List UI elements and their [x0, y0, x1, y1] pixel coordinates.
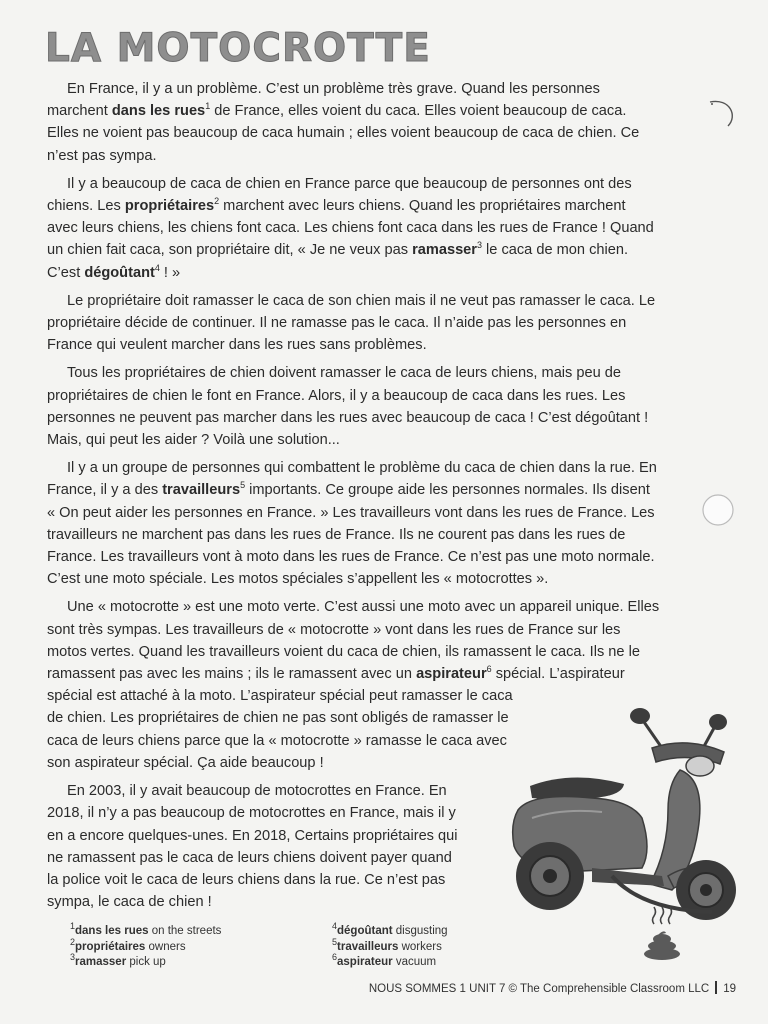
footnote-term: propriétaires [75, 940, 146, 953]
paragraph [47, 362, 707, 451]
text-line [47, 100, 707, 122]
footnote-ref: 4 [154, 262, 160, 273]
footnote-ref: 3 [476, 240, 482, 251]
text-run: n’est pas sympa. [47, 147, 157, 164]
text-run: Mais, qui peut les aider ? Voilà une solution... [47, 432, 340, 449]
footnote-number: 1 [70, 921, 76, 932]
footnote-number: 5 [332, 936, 338, 947]
text-line [47, 407, 707, 429]
text-run: France qui veulent marcher dans les rues sans problèmes. [47, 337, 427, 354]
footnote-gloss: owners [145, 940, 186, 953]
footnote-term: dans les rues [75, 925, 149, 937]
text-line [47, 641, 707, 663]
text-run: un chien fait caca, son propriétaire dit, « Je ne veux pas [47, 242, 413, 259]
text-line [47, 145, 707, 167]
footnote-gloss: workers [398, 940, 442, 953]
text-run: de France, elles voient du caca. Elles voient beaucoup de caca. [210, 103, 627, 120]
text-run: En 2003, il y avait beaucoup de motocrottes en France. En [67, 783, 447, 800]
text-run: propriétaire décide de continuer. Il ne ramasse pas le caca. Il n’aide pas les personnes en [47, 315, 627, 332]
vocab-term: propriétaires [124, 198, 215, 215]
text-run: France. Les travailleurs vont à moto dans les rues de France. Ce n’est pas une moto normale. [47, 549, 655, 566]
text-run: Il y a un groupe de personnes qui combattent le problème du caca de chien dans la rue. En [67, 460, 657, 477]
text-run: sont très sympas. Les travailleurs de « motocrotte » vont dans les rues de France sur les [47, 621, 621, 638]
text-line [47, 195, 707, 217]
text-line [47, 568, 707, 590]
text-line [47, 429, 707, 451]
text-line [47, 502, 707, 524]
text-run: Le propriétaire doit ramasser le caca de son chien mais il ne veut pas ramasser le caca. Le [67, 292, 656, 309]
text-run: spécial est attaché à la moto. L’aspirateur spécial peut ramasser le caca [47, 688, 513, 705]
text-run: le caca de mon chien. [482, 242, 629, 259]
paragraph [47, 290, 707, 357]
text-line [47, 362, 707, 384]
punch-hole-icon [702, 490, 742, 530]
paragraph [47, 78, 707, 167]
text-line [47, 262, 707, 284]
text-run: motos vertes. Quand les travailleurs voient du caca de chien, ils ramassent le caca. Ils ne le [47, 643, 640, 660]
footnote [332, 921, 448, 940]
text-run: travailleurs ne marchent pas dans les rues de France. Ils ne courent pas dans les rues de [47, 526, 626, 543]
footnote-term: travailleurs [337, 940, 399, 953]
text-line [47, 78, 707, 100]
text-run: Tous les propriétaires de chien doivent ramasser le caca de leurs chiens, mais peu de [67, 365, 622, 382]
text-line [47, 619, 707, 641]
text-line [47, 173, 707, 195]
footnotes-right [332, 921, 448, 971]
text-run: en a encore quelques-unes. En 2018, Certains propriétaires qui [47, 827, 458, 844]
footnote-gloss: on the streets [148, 925, 222, 937]
footnote-number: 3 [70, 952, 76, 963]
footer-divider [715, 981, 717, 994]
footnote [332, 936, 448, 956]
text-line [47, 334, 707, 356]
text-run: son aspirateur spécial. Ça aide beaucoup ! [47, 754, 324, 771]
text-line [47, 663, 707, 685]
text-line [47, 524, 707, 546]
text-line [47, 385, 707, 407]
text-run: « On peut aider les personnes en France. » Les travailleurs vont dans les rues de France. Les [47, 504, 655, 521]
footnote-ref: 5 [240, 480, 246, 491]
text-run: France, il y a des [47, 482, 163, 499]
footnote [70, 952, 221, 971]
text-run: sympa, le caca de chien ! [47, 894, 212, 911]
footnote-ref: 6 [486, 664, 492, 675]
scooter-illustration [492, 700, 757, 925]
punch-hole-icon [700, 96, 740, 130]
text-line [47, 479, 707, 501]
text-run: avec leurs chiens, les chiens font caca. Les chiens font caca dans les rues de France ! Quand [47, 220, 654, 237]
vocab-term: dégoûtant [84, 264, 155, 281]
text-line [47, 239, 707, 261]
text-run: 2018, il n’y a pas beaucoup de motocrottes en France, mais il y [47, 805, 456, 822]
footnote-term: aspirateur [337, 956, 393, 968]
text-run: la police voit le caca de leurs chiens dans la rue. Ce n’est pas [47, 871, 446, 888]
text-line [47, 290, 707, 312]
vocab-term: dans les rues [111, 103, 206, 120]
page-footer [369, 981, 736, 995]
text-line [47, 122, 707, 144]
text-run: Une « motocrotte » est une moto verte. C’est aussi une moto avec un appareil unique. Elles [67, 599, 660, 616]
text-run: caca de leurs chiens parce que la « motocrotte » ramasse le caca avec [47, 732, 507, 749]
text-run: de chien. Les propriétaires de chien ne pas sont obligés de ramasser le [47, 710, 509, 727]
footnote-ref: 2 [214, 196, 220, 207]
footnote-ref: 1 [205, 101, 211, 112]
text-line [47, 312, 707, 334]
footnote [332, 952, 448, 971]
footnote-term: dégoûtant [337, 925, 393, 937]
text-run: spécial. L’aspirateur [491, 666, 625, 683]
paragraph [47, 457, 707, 590]
footnote-gloss: vacuum [392, 956, 437, 968]
text-run: En France, il y a un problème. C’est un problème très grave. Quand les personnes [67, 81, 600, 97]
text-run: Elles ne voient pas beaucoup de caca humain ; elles voient beaucoup de caca de chien. Ce [47, 125, 640, 142]
footnote-gloss: disgusting [392, 925, 448, 937]
vocab-term: travailleurs [162, 482, 241, 499]
footnotes-left [70, 921, 222, 971]
text-line [47, 596, 707, 618]
footnote [70, 921, 222, 940]
page-title: LA MOTOCROTTE [45, 26, 431, 71]
text-line [47, 546, 707, 568]
text-run: ne ramassent pas le caca de leurs chiens doivent payer quand [47, 849, 452, 866]
text-run: marchent avec leurs chiens. Quand les propriétaires marchent [219, 198, 626, 215]
text-run: Il y a beaucoup de caca de chien en France parce que beaucoup de personnes ont des [67, 175, 632, 192]
footnote-number: 2 [70, 936, 76, 947]
page-number: 19 [723, 983, 736, 995]
text-run: chiens. Les [47, 198, 125, 215]
text-run: importants. Ce groupe aide les personnes normales. Ils disent [245, 482, 650, 499]
footnote-term: ramasser [75, 956, 127, 968]
text-run: ! » [159, 264, 181, 281]
text-line [47, 217, 707, 239]
vocab-term: aspirateur [416, 666, 487, 683]
footnote-number: 6 [332, 952, 338, 963]
text-run: ramassent pas avec les mains ; ils le ramassent avec un [47, 666, 417, 683]
text-line [47, 457, 707, 479]
footnote-number: 4 [332, 921, 338, 932]
footer-credit: NOUS SOMMES 1 UNIT 7 © The Comprehensible Classroom LLC [368, 983, 710, 995]
vocab-term: ramasser [412, 242, 477, 259]
text-run: propriétaires de chien le font en France. Alors, il y a beaucoup de caca dans les rues. Les [47, 387, 626, 404]
footnote [70, 936, 221, 956]
text-run: personnes ne peuvent pas marcher dans les rues avec beaucoup de caca ! C’est dégoûtant ! [47, 409, 649, 426]
text-run: C’est une moto spéciale. Les motos spéciales s’appellent les « motocrottes ». [47, 571, 549, 588]
poop-icon [640, 905, 684, 961]
text-run: marchent [47, 103, 112, 120]
footnote-gloss: pick up [126, 956, 166, 968]
text-run: C’est [47, 264, 85, 281]
paragraph [47, 173, 707, 284]
